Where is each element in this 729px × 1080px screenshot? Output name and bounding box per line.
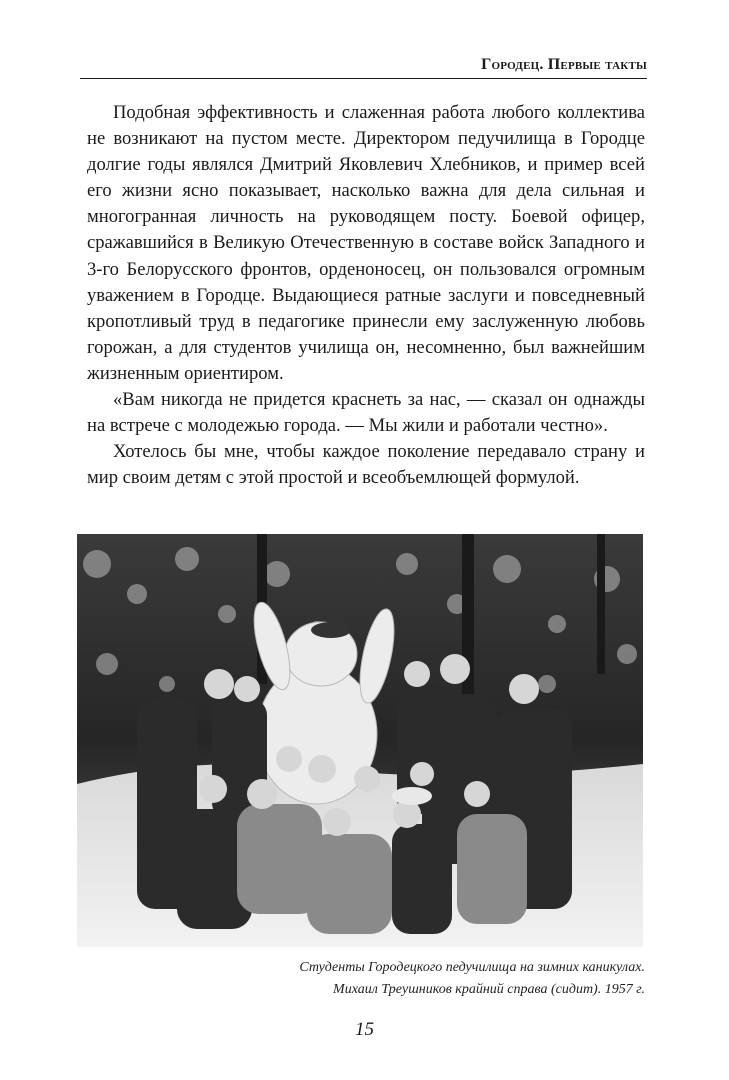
page-number: 15 bbox=[355, 1019, 374, 1040]
paragraph-2: «Вам никогда не придется краснеть за нас, — сказал он однажды на встрече с молодежью города. — Мы жили и работали честно». bbox=[87, 389, 645, 437]
paragraph-1: Подобная эффективность и слаженная работа любого коллектива не возникают на пустом месте. Директором педучилища в Городце долгие годы являлся Дмитрий Яковлевич Хлебников, и пример всей его жизни ясно показывает, насколько важна для дела сильная и многогранная личность на руководящем посту. Боевой офицер, сражавшийся в Великую Отечественную в составе войск Западного и 3-го Белорусского фронтов, орденоносец, он пользовался огромным уважением в Городце. Выдающиеся ратные заслуги и повседневный кропотливый труд в педагогике принесли ему заслуженную любовь горожан, а для студентов училища он, несомненно, был важнейшим жизненным ориентиром. bbox=[87, 102, 645, 384]
caption-line-2: Михаил Треушников крайний справа (сидит). 1957 г. bbox=[333, 982, 645, 997]
caption-line-1: Студенты Городецкого педучилища на зимних каникулах. bbox=[299, 960, 645, 975]
photo-caption bbox=[86, 957, 645, 1001]
running-head: Городец. Первые такты bbox=[80, 56, 647, 79]
body-text bbox=[87, 100, 645, 491]
photo-illustration bbox=[77, 534, 643, 947]
group-photo bbox=[77, 534, 643, 947]
paragraph-3: Хотелось бы мне, чтобы каждое поколение передавало страну и мир своим детям с этой простой и всеобъемлющей формулой. bbox=[87, 441, 645, 489]
